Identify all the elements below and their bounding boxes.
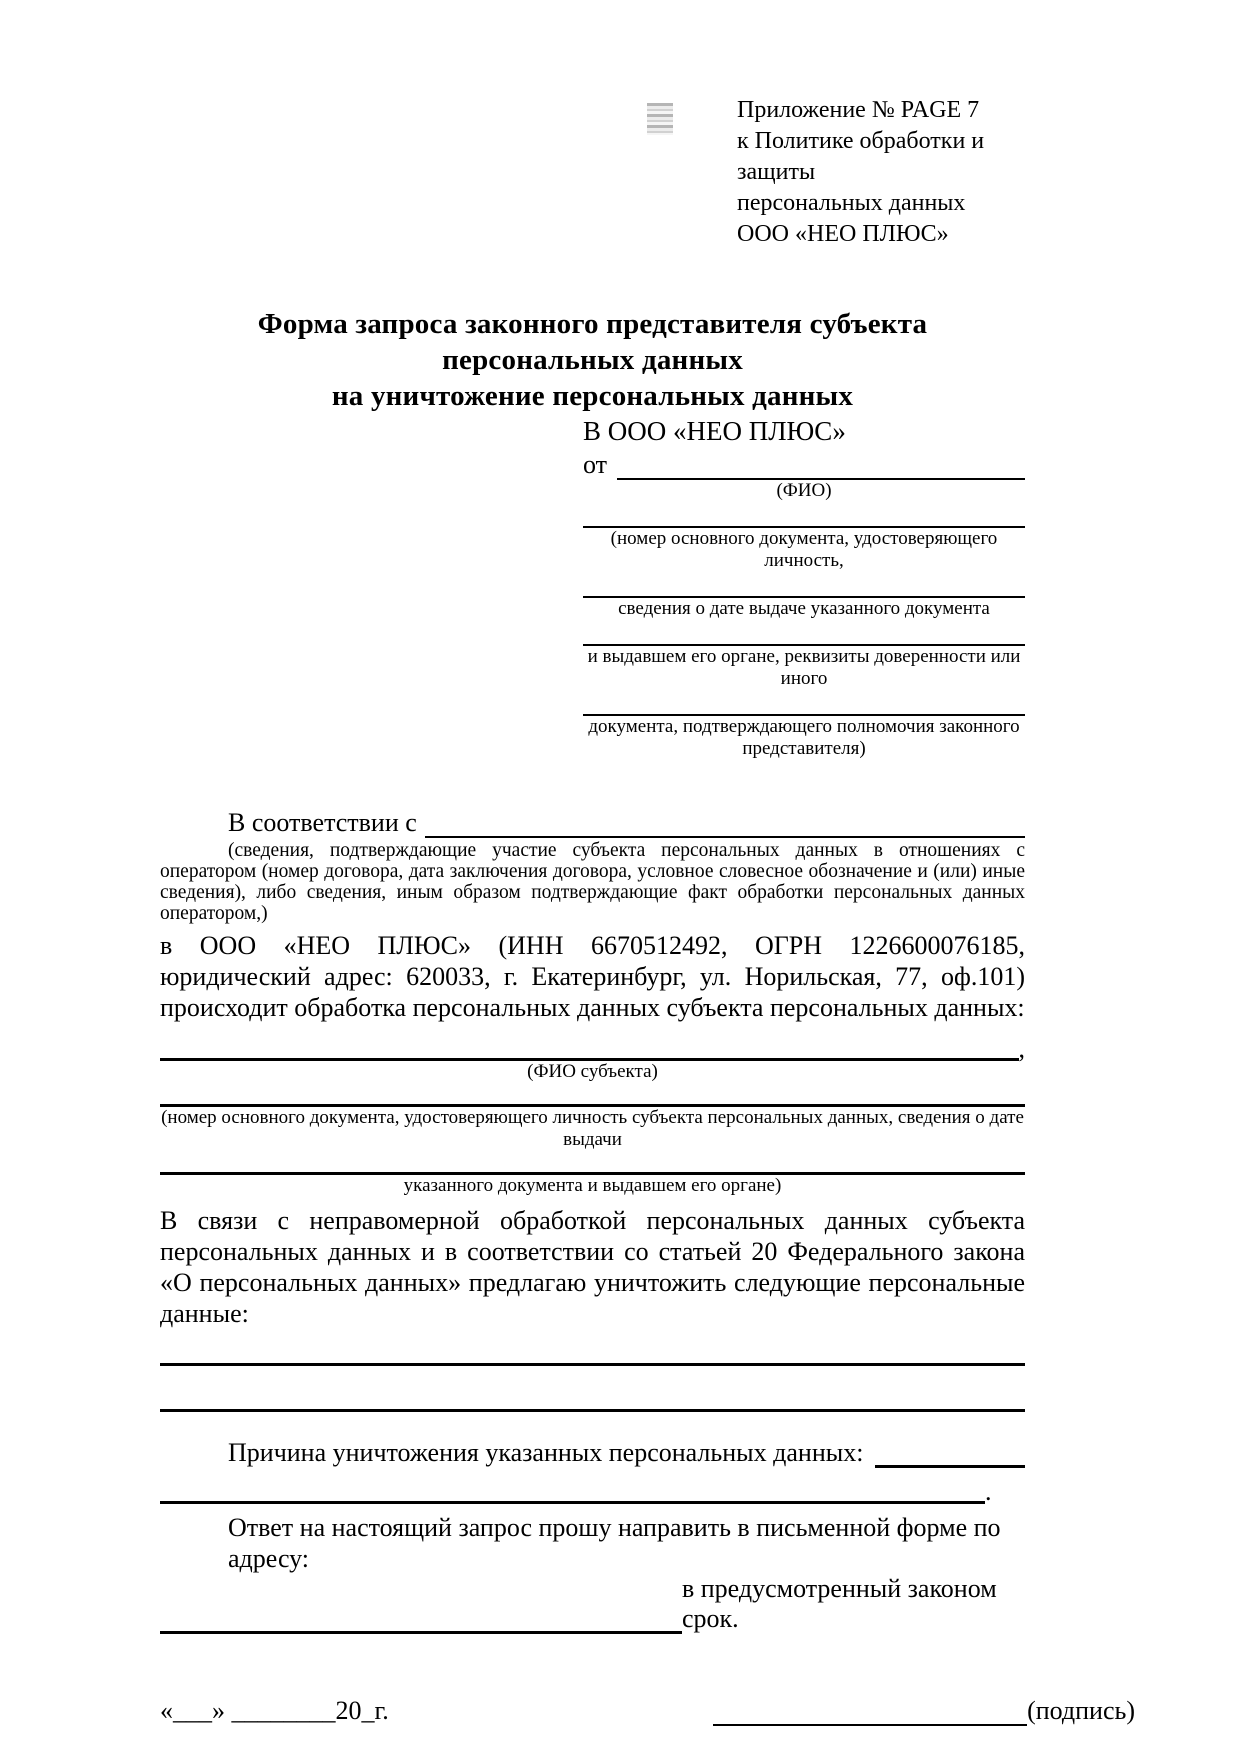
header [160, 95, 1025, 250]
caption-fio: (ФИО) [776, 480, 832, 501]
subject-fio-line[interactable] [160, 1037, 1019, 1061]
representative-doc-line-4[interactable] [583, 690, 1025, 716]
appendix-line: Приложение № PAGE 7 [737, 97, 980, 123]
representative-doc-line-2[interactable] [583, 572, 1025, 598]
reason-cont-line[interactable] [160, 1476, 985, 1504]
footer [160, 1696, 1135, 1726]
appendix-line: персональных данных [737, 190, 966, 216]
accordance-fill-line[interactable] [425, 812, 1025, 838]
signature-caption: (подпись) [1027, 1696, 1135, 1725]
reason-row [160, 1438, 1025, 1468]
subject-doc-line-2[interactable] [160, 1151, 1025, 1175]
date-line: «___» ________20_г. [160, 1696, 389, 1725]
answer-address-fill-line[interactable] [160, 1608, 682, 1634]
period-after-line: . [985, 1477, 992, 1506]
addressee-to-line: В ООО «НЕО ПЛЮС» [583, 416, 846, 446]
form-title-line1: Форма запроса законного представителя субъекта персональных данных [257, 308, 928, 376]
operator-paragraph: в ООО «НЕО ПЛЮС» (ИНН 6670512492, ОГРН 1226600076185, юридический адрес: 620033, г. Екатеринбург, ул. Норильская, 77, оф.101) происходит обработка персональных данных субъекта персональных данных: [160, 931, 1025, 1022]
form-title [160, 306, 1025, 414]
subject-doc-row-1 [160, 1083, 1025, 1107]
data-blank-line-1[interactable] [160, 1363, 1025, 1366]
appendix-block [737, 95, 1025, 250]
small-print-note: (сведения, подтверждающие участие субъекта персональных данных в отношениях с оператором (номер договора, дата заключения договора, условное словесное обозначение и (или) иные сведения), либо сведения, иным образом подтверждающие факт обработки персональных данных оператором,) [160, 840, 1025, 924]
appendix-line: к Политике обработки и защиты [737, 128, 985, 185]
from-label: от [583, 450, 608, 479]
subject-doc-row-2 [160, 1151, 1025, 1175]
representative-doc-line-3[interactable] [583, 620, 1025, 646]
caption-doc-issuer: и выдавшем его органе, реквизиты доверенности или иного [587, 646, 1021, 689]
appendix-line: ООО «НЕО ПЛЮС» [737, 221, 949, 247]
caption-doc-date: сведения о дате выдаче указанного документа [618, 598, 990, 619]
image-artifact [647, 103, 673, 135]
caption-subject-doc-2: указанного документа и выдавшем его органе) [403, 1175, 782, 1196]
caption-doc-authority: документа, подтверждающего полномочия законного представителя) [588, 716, 1020, 759]
reason-label: Причина уничтожения указанных персональных данных: [228, 1438, 864, 1467]
subject-doc-line-1[interactable] [160, 1083, 1025, 1107]
from-row [583, 450, 1025, 480]
addressee-block [583, 416, 1025, 760]
caption-subject-doc-1: (номер основного документа, удостоверяющего личность субъекта персональных данных, сведения о дате выдачи [161, 1107, 1024, 1150]
from-fill-line[interactable] [617, 456, 1025, 480]
caption-doc-number: (номер основного документа, удостоверяющего личность, [610, 528, 998, 571]
answer-paragraph-line-1: Ответ на настоящий запрос прошу направить в письменной форме по адресу: [228, 1513, 1001, 1573]
accordance-label: В соответствии с [228, 808, 417, 837]
reason-fill-line[interactable] [875, 1442, 1025, 1468]
caption-subject-fio: (ФИО субъекта) [527, 1061, 658, 1082]
comma-after-line: , [1018, 1034, 1025, 1063]
destruction-request-paragraph: В связи с неправомерной обработкой персональных данных субъекта персональных данных и в соответствии со статьей 20 Федерального закона «О персональных данных» предлагаю уничтожить следующие персональные данные: [160, 1206, 1025, 1328]
answer-address-row [160, 1574, 1025, 1634]
form-title-line2: на уничтожение персональных данных [331, 380, 854, 412]
signature-fill-line[interactable] [713, 1702, 1027, 1726]
answer-line-suffix: в предусмотренный законом срок. [681, 1574, 997, 1633]
subject-fio-row [160, 1034, 1025, 1063]
representative-doc-line-1[interactable] [583, 502, 1025, 528]
data-blank-line-2[interactable] [160, 1409, 1025, 1412]
accordance-row [160, 808, 1025, 838]
reason-continuation-row [160, 1476, 1025, 1504]
